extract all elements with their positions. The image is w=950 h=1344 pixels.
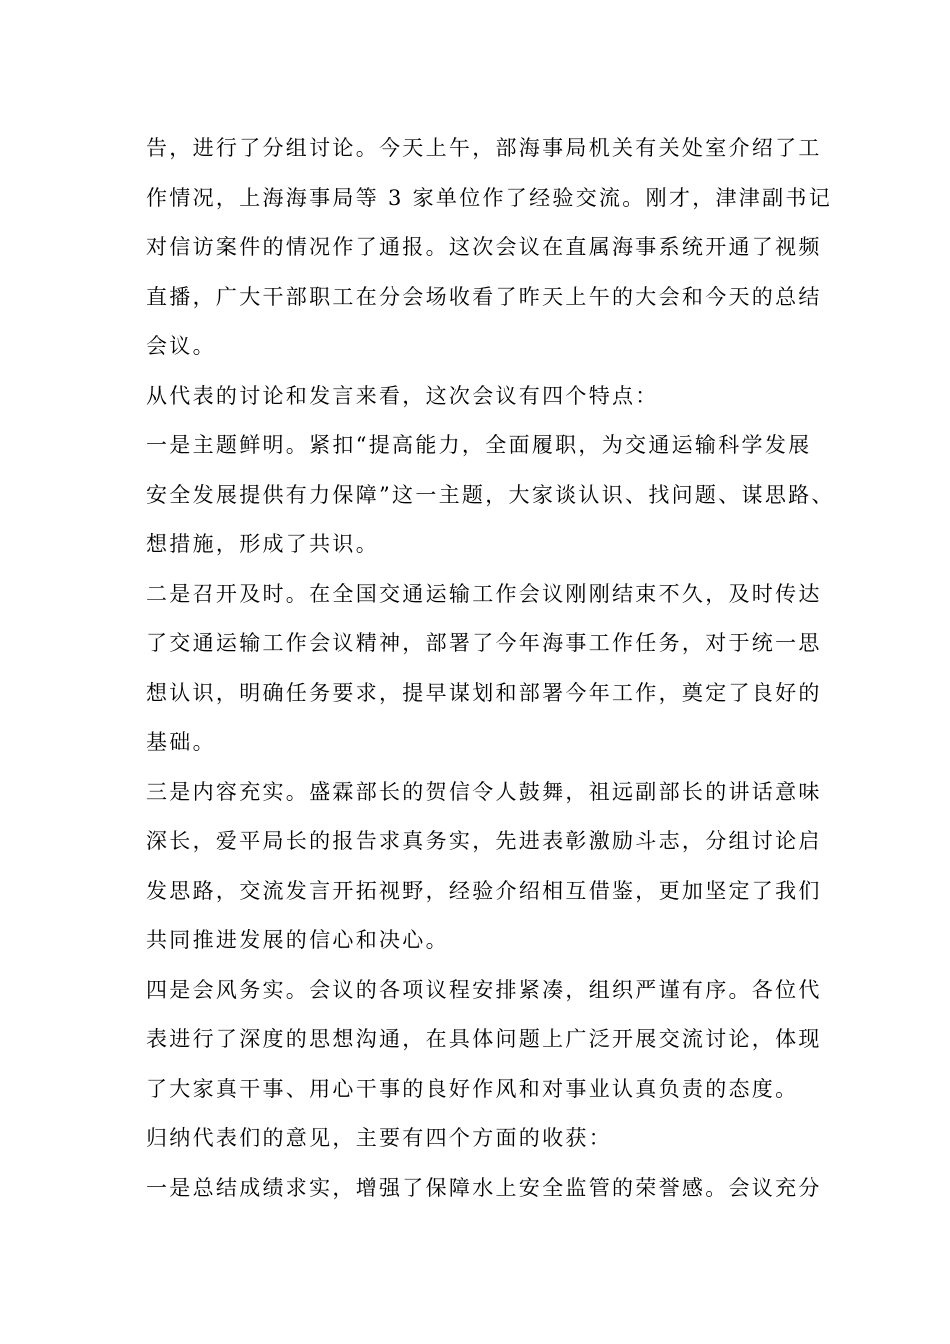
text-line: 告，进行了分组讨论。今天上午，部海事局机关有关处室介绍了工 [146, 136, 822, 160]
text-line: 想措施，形成了共识。 [146, 532, 379, 556]
text-line: 作情况，上海海事局等 3 家单位作了经验交流。刚才，津津副书记 [146, 185, 833, 210]
text-line: 归纳代表们的意见，主要有四个方面的收获： [146, 1126, 612, 1150]
text-line: 了交通运输工作会议精神，部署了今年海事工作任务，对于统一思 [146, 631, 822, 655]
text-line: 共同推进发展的信心和决心。 [146, 928, 449, 952]
text-line: 表进行了深度的思想沟通，在具体问题上广泛开展交流讨论，体现 [146, 1027, 822, 1051]
text-line: 深长，爱平局长的报告求真务实，先进表彰激励斗志，分组讨论启 [146, 829, 822, 853]
text-line: 三是内容充实。盛霖部长的贺信令人鼓舞，祖远副部长的讲话意味 [146, 779, 822, 804]
document-body [146, 124, 836, 1213]
text-line: 二是召开及时。在全国交通运输工作会议刚刚结束不久，及时传达 [146, 581, 822, 606]
text-line: 一是主题鲜明。紧扣“提高能力，全面履职，为交通运输科学发展 [146, 433, 812, 457]
text-line: 对信访案件的情况作了通报。这次会议在直属海事系统开通了视频 [146, 235, 822, 259]
text-line: 四是会风务实。会议的各项议程安排紧凑，组织严谨有序。各位代 [146, 977, 822, 1002]
text-line: 发思路，交流发言开拓视野，经验介绍相互借鉴，更加坚定了我们 [146, 878, 822, 903]
text-line: 安全发展提供有力保障”这一主题，大家谈认识、找问题、谋思路、 [146, 482, 835, 507]
text-line: 一是总结成绩求实，增强了保障水上安全监管的荣誉感。会议充分 [146, 1175, 822, 1200]
text-line: 了大家真干事、用心干事的良好作风和对事业认真负责的态度。 [146, 1076, 799, 1101]
text-line: 直播，广大干部职工在分会场收看了昨天上午的大会和今天的总结 [146, 284, 822, 309]
text-line: 想认识，明确任务要求，提早谋划和部署今年工作，奠定了良好的 [146, 680, 822, 705]
text-line: 会议。 [146, 334, 216, 358]
text-line: 从代表的讨论和发言来看，这次会议有四个特点： [146, 383, 659, 408]
text-line: 基础。 [146, 730, 216, 754]
